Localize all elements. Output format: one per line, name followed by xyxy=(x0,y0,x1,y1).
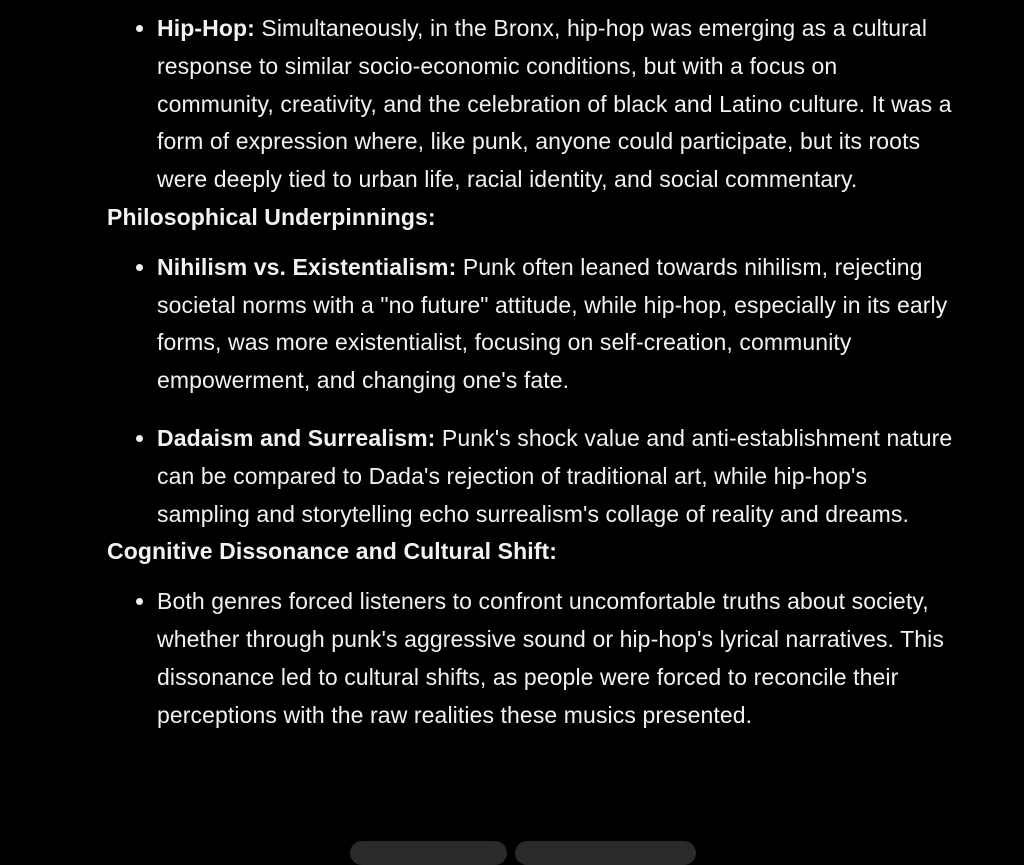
message-content xyxy=(107,10,957,734)
item-text: Both genres forced listeners to confront uncomfortable truths about society, whether through punk's aggressive sound or hip-hop's lyrical narratives. This dissonance led to cultural shifts, as people were forced to reconcile their perceptions with the raw realities these musics presented. xyxy=(157,588,944,728)
item-text: Punk often leaned towards nihilism, rejecting societal norms with a "no future" attitude, while hip-hop, especially in its early forms, was more existentialist, focusing on self-creation, community empowerment, and changing one's fate. xyxy=(157,253,948,394)
action-pill-button[interactable] xyxy=(350,841,507,865)
list-item xyxy=(157,249,957,400)
list-item xyxy=(157,583,957,734)
item-label: Dadaism and Surrealism: xyxy=(157,424,436,451)
list-item xyxy=(157,10,957,199)
bullet-list xyxy=(107,10,957,199)
action-pill-button[interactable] xyxy=(515,841,696,865)
list-item xyxy=(157,420,957,533)
item-text: Simultaneously, in the Bronx, hip-hop was emerging as a cultural response to similar socio-economic conditions, but with a focus on community, creativity, and the celebration of black and Latino culture. It was a form of expression where, like punk, anyone could participate, but its roots were deeply tied to urban life, racial identity, and social commentary. xyxy=(157,15,952,193)
section-heading: Philosophical Underpinnings: xyxy=(107,203,436,230)
bullet-list xyxy=(107,249,957,534)
item-text: Punk's shock value and anti-establishment nature can be compared to Dada's rejection of traditional art, while hip-hop's sampling and storytelling echo surrealism's collage of reality and dreams. xyxy=(157,424,953,527)
item-label: Nihilism vs. Existentialism: xyxy=(157,253,457,280)
item-label: Hip-Hop: xyxy=(157,15,255,41)
section-heading: Cognitive Dissonance and Cultural Shift: xyxy=(107,538,557,565)
bullet-list xyxy=(107,583,957,734)
